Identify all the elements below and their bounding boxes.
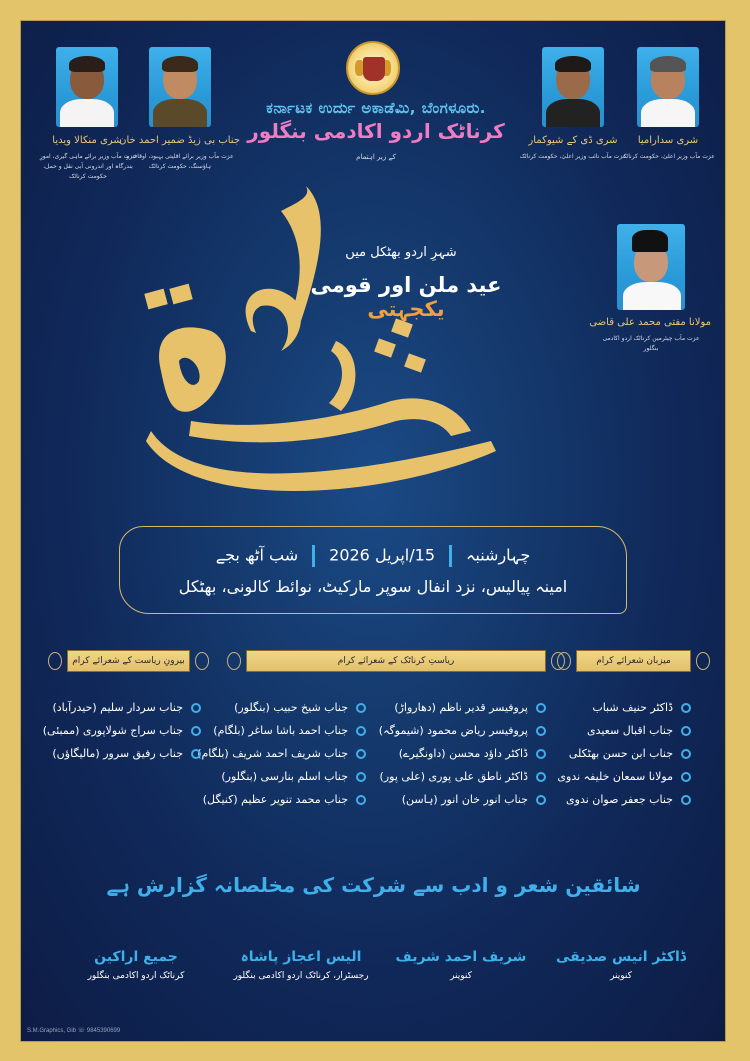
theme-part-1: عید ملن	[418, 273, 502, 297]
event-time: شب آٹھ بجے	[215, 545, 299, 565]
poet-item: پروفیسر ریاض محمود (شیموگہ)	[371, 724, 546, 747]
poet-item: ڈاکٹر داؤد محسن (داونگیرے)	[371, 747, 546, 770]
guest-name-3: شری ڈی کے شیوکمار	[528, 135, 618, 146]
banner-karnataka-poets	[246, 650, 546, 672]
banner-outstate-poets	[67, 650, 190, 672]
guest-photo-1	[56, 47, 118, 127]
signatory-role: کنوینر	[610, 971, 632, 981]
signatory-2	[381, 949, 541, 981]
signatory-name: شریف احمد شریف	[395, 949, 527, 965]
poet-item: جناب سردار سلیم (حیدرآباد)	[26, 701, 201, 724]
outstate-poets-list	[26, 701, 201, 770]
event-date: 15/اپریل 2026	[329, 545, 435, 565]
chairman-photo	[617, 224, 685, 310]
guest-photo-4	[637, 47, 699, 127]
signatory-role: کنوینر	[450, 971, 472, 981]
separator	[312, 545, 315, 567]
banner-karnataka-poets-label: ریاستِ کرناٹک کے شعرائے کرام	[337, 656, 455, 666]
poet-item: جناب سراج شولاپوری (ممبئی)	[26, 724, 201, 747]
poet-item: ڈاکٹر حنیف شباب	[541, 701, 691, 724]
guest-name-2: جناب بی زیڈ ضمیر احمد خان	[119, 135, 240, 146]
karnataka-emblem-logo	[346, 41, 400, 95]
auspices-text: کے زیر اہتمام	[356, 153, 396, 161]
signatory-4	[61, 949, 211, 981]
guest-title-1: عزت مآب وزیر برائے ماہی گیری، امورِ بندرگاہ اور اندرونی آبی نقل و حمل، حکومت کرناٹک	[39, 153, 137, 180]
poet-item: جناب انور خان انور (ہاسن)	[371, 793, 546, 816]
guest-title-4: عزت مآب وزیر اعلیٰ، حکومت کرناٹک	[621, 153, 715, 160]
banner-outstate-poets-label: بیرونِ ریاست کے شعرائے کرام	[72, 656, 185, 666]
poet-item: جناب شیخ حبیب (بنگلور)	[191, 701, 366, 724]
poster	[20, 20, 726, 1042]
poet-item: مولانا سمعان خلیفہ ندوی	[541, 770, 691, 793]
guest-name-1: شری منکالا ویدیا	[52, 135, 122, 146]
guest-title-2: عزت مآب وزیر برائے اقلیتی بہبود، اوقاف و ہاؤسنگ، حکومت کرناٹک	[126, 153, 234, 170]
designer-credit: S.M.Graphics, Gib ☏ 9845390699	[27, 1028, 121, 1034]
date-venue-box	[119, 526, 627, 614]
date-line	[120, 545, 626, 567]
guest-title-3: عزت مآب نائب وزیر اعلیٰ، حکومت کرناٹک	[519, 153, 627, 160]
signatory-name: جمیع اراکین	[94, 949, 178, 965]
chairman-title: عزت مآب چیئرمین کرناٹک اردو اکادمی بنگلور	[602, 335, 700, 352]
event-venue: امینہ پیالیس، نزد انفال سوپر مارکیٹ، نوائط کالونی، بھٹکل	[178, 577, 568, 596]
signatory-3	[206, 949, 396, 981]
theme-part-3: یکجہتی	[367, 297, 445, 321]
signatory-name: ڈاکٹر انیس صدیقی	[555, 949, 687, 965]
event-theme	[306, 273, 506, 321]
host-poets-list	[541, 701, 691, 816]
poet-item: جناب شریف احمد شریف (بلگام)	[191, 747, 366, 770]
karnataka-poets-list-right	[371, 701, 546, 816]
poet-item: ڈاکٹر ناطق علی پوری (علی پور)	[371, 770, 546, 793]
banner-host-poets	[576, 650, 691, 672]
poet-item: پروفیسر قدیر ناظم (دھارواڑ)	[371, 701, 546, 724]
academy-title-urdu: کرناٹک اردو اکادمی بنگلور	[247, 119, 505, 143]
location-intro: شہرِ اردو بھٹکل میں	[345, 245, 457, 260]
poet-item: جناب محمد تنویر عظیم (کنیگل)	[191, 793, 366, 816]
poet-item: جناب ابن حسن بھٹکلی	[541, 747, 691, 770]
mushaira-calligraphy-title	[131, 181, 511, 511]
theme-part-2: اور قومی	[310, 273, 419, 297]
guest-name-4: شری سدارامیا	[637, 135, 699, 146]
poet-item: جناب احمد باشا ساغر (بلگام)	[191, 724, 366, 747]
signatory-1	[536, 949, 706, 981]
signatory-role: کرناٹک اردو اکادمی بنگلور	[87, 971, 185, 981]
karnataka-poets-list-left	[191, 701, 366, 816]
appeal-text: شائقین شعر و ادب سے شرکت کی مخلصانہ گزارش ہے	[106, 873, 641, 897]
signatory-name: الیس اعجاز پاشاہ	[240, 949, 362, 965]
poet-item: جناب اسلم بنارسی (بنگلور)	[191, 770, 366, 793]
poet-item: جناب جعفر صوان ندوی	[541, 793, 691, 816]
academy-title-kannada: ಕರ್ನಾಟಕ ಉರ್ದು ಅಕಾಡೆಮಿ, ಬೆಂಗಳೂರು.	[266, 99, 486, 117]
poet-item: جناب اقبال سعیدی	[541, 724, 691, 747]
poet-item: جناب رفیق سرور (مالیگاؤں)	[26, 747, 201, 770]
signatory-role: رجسٹرار، کرناٹک اردو اکادمی بنگلور	[233, 971, 369, 981]
guest-photo-2	[149, 47, 211, 127]
event-day: چہارشنبہ	[466, 545, 531, 565]
guest-photo-3	[542, 47, 604, 127]
separator	[449, 545, 452, 567]
chairman-name: مولانا مفتی محمد علی قاضی	[589, 317, 711, 328]
banner-host-poets-label: میزبان شعرائے کرام	[596, 656, 671, 666]
